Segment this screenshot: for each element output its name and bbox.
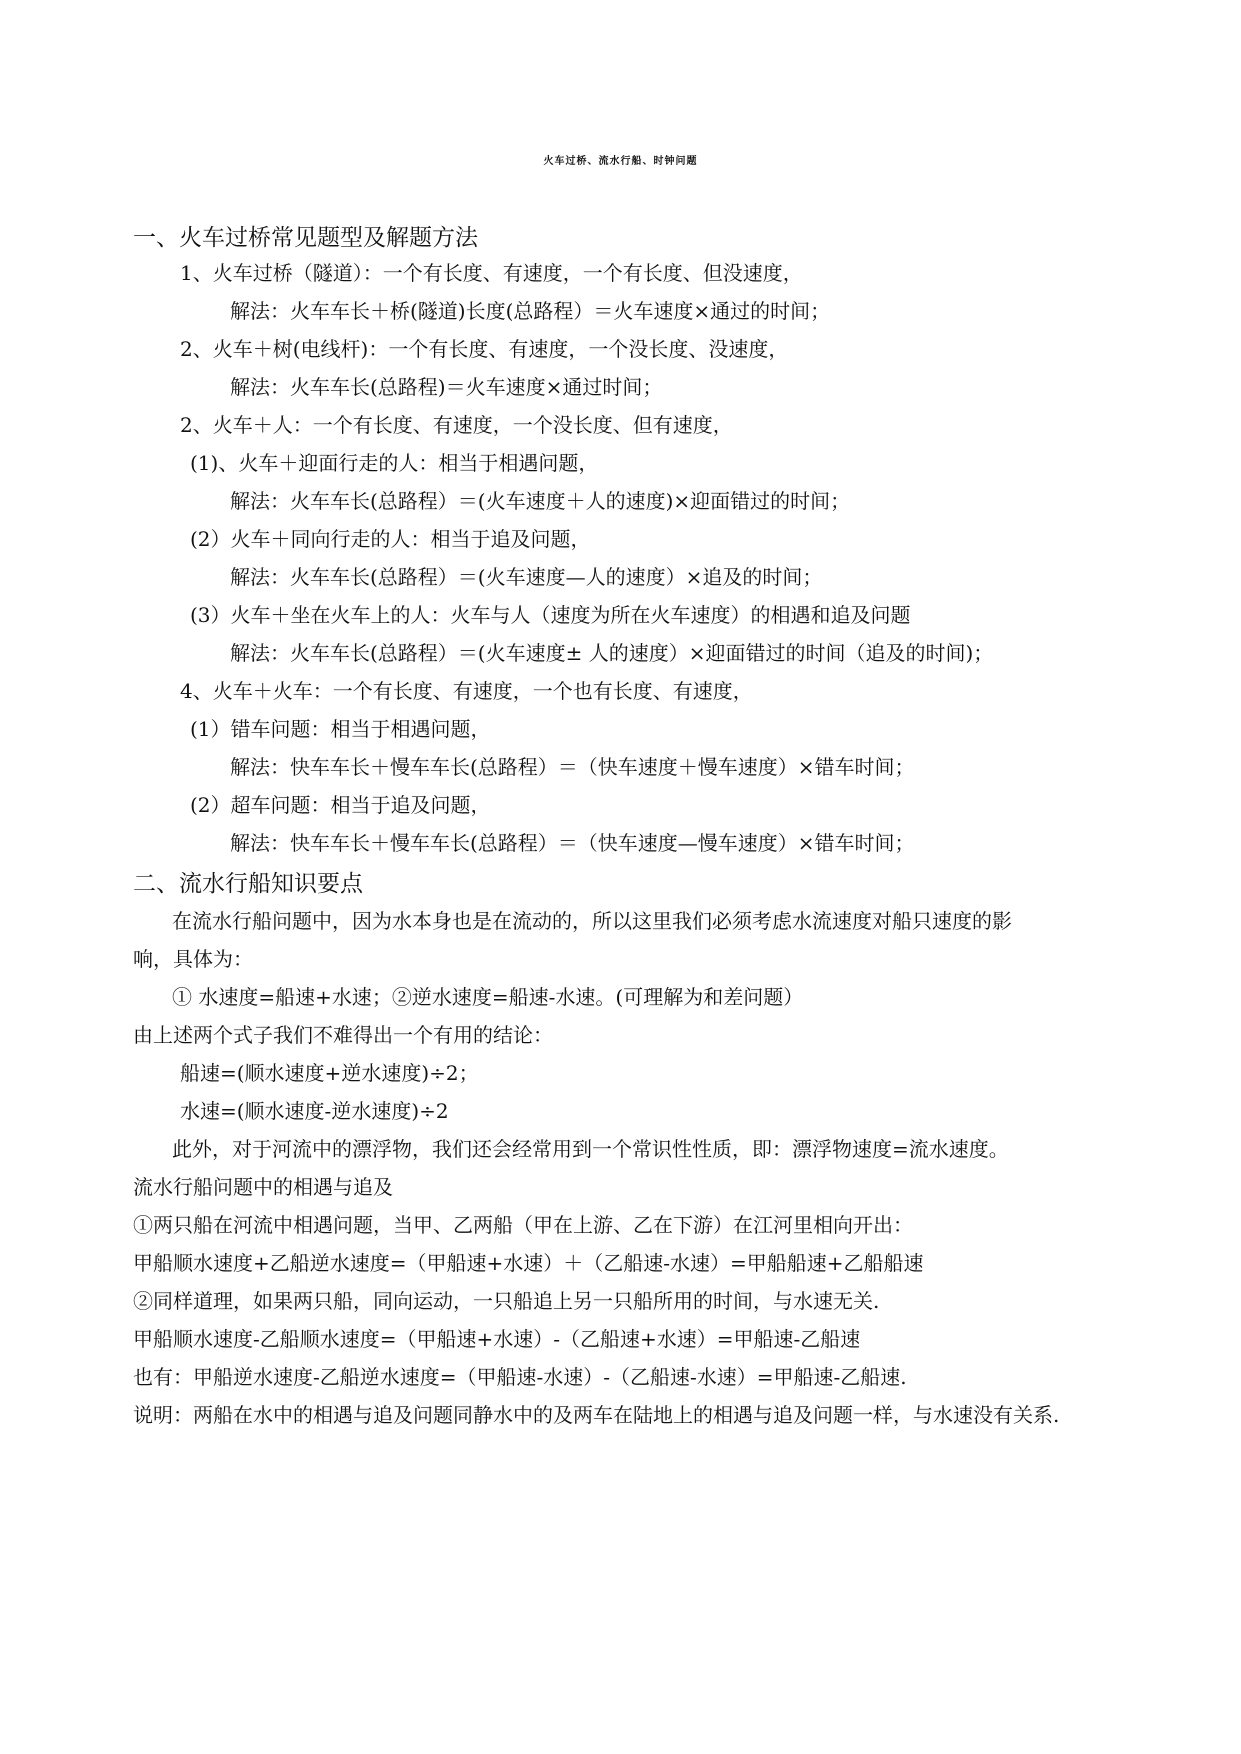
text-line: ①两只船在河流中相遇问题，当甲、乙两船（甲在上游、乙在下游）在江河里相向开出：	[133, 1213, 913, 1237]
text-line: 说明：两船在水中的相遇与追及问题同静水中的及两车在陆地上的相遇与追及问题一样，与水速没有关系.	[133, 1403, 1060, 1427]
text-line: 解法：快车车长＋慢车车长(总路程）＝（快车速度＋慢车速度）×错车时间；	[230, 755, 915, 779]
text-line: 2、火车＋人：一个有长度、有速度，一个没长度、但有速度，	[180, 413, 733, 437]
text-line: 流水行船问题中的相遇与追及	[133, 1175, 393, 1199]
text-line: (1)、火车＋迎面行走的人：相当于相遇问题，	[190, 451, 599, 475]
text-line: 水速=(顺水速度-逆水速度)÷2	[180, 1099, 449, 1123]
section-heading-boat-stream: 二、流水行船知识要点	[133, 871, 363, 897]
text-line: 响，具体为：	[133, 947, 253, 971]
text-line: 解法：火车车长(总路程）＝(火车速度± 人的速度）×迎面错过的时间（追及的时间)；	[230, 641, 994, 665]
text-line: (1）错车问题：相当于相遇问题，	[190, 717, 491, 741]
text-line: 解法：火车车长(总路程)＝火车速度×通过时间；	[230, 375, 663, 399]
text-line: 解法：火车车长(总路程）＝(火车速度＋人的速度)×迎面错过的时间；	[230, 489, 851, 513]
text-line: 解法：快车车长＋慢车车长(总路程）＝（快车速度—慢车速度）×错车时间；	[230, 831, 915, 855]
section-heading-train-bridge: 一、火车过桥常见题型及解题方法	[133, 225, 478, 251]
text-line: 也有：甲船逆水速度-乙船逆水速度=（甲船速-水速）-（乙船速-水速）=甲船速-乙船速.	[133, 1365, 907, 1389]
text-line: ②同样道理，如果两只船，同向运动，一只船追上另一只船所用的时间，与水速无关.	[133, 1289, 880, 1313]
text-line: 2、火车＋树(电线杆)：一个有长度、有速度，一个没长度、没速度，	[180, 337, 789, 361]
text-line: (2）超车问题：相当于追及问题，	[190, 793, 491, 817]
text-line: 由上述两个式子我们不难得出一个有用的结论：	[133, 1023, 553, 1047]
text-line: 此外，对于河流中的漂浮物，我们还会经常用到一个常识性性质，即：漂浮物速度=流水速度。	[172, 1137, 1009, 1161]
text-line: 解法：火车车长＋桥(隧道)长度(总路程）＝火车速度×通过的时间；	[230, 299, 831, 323]
text-line: (3）火车＋坐在火车上的人：火车与人（速度为所在火车速度）的相遇和追及问题	[190, 603, 911, 627]
text-line: 甲船顺水速度-乙船顺水速度=（甲船速+水速）-（乙船速+水速）=甲船速-乙船速	[133, 1327, 861, 1351]
page-title: 火车过桥、流水行船、时钟问题	[543, 156, 698, 167]
text-line: ① 水速度=船速+水速；②逆水速度=船速-水速。(可理解为和差问题）	[172, 985, 804, 1009]
text-line: 4、火车＋火车：一个有长度、有速度，一个也有长度、有速度，	[180, 679, 753, 703]
text-line: (2）火车＋同向行走的人：相当于追及问题，	[190, 527, 591, 551]
text-line: 解法：火车车长(总路程）＝(火车速度—人的速度）×追及的时间；	[230, 565, 823, 589]
text-line: 甲船顺水速度+乙船逆水速度=（甲船速+水速）＋（乙船速-水速）=甲船船速+乙船船速	[133, 1251, 924, 1275]
text-line: 1、火车过桥（隧道）：一个有长度、有速度，一个有长度、但没速度，	[180, 261, 803, 285]
text-line: 船速=(顺水速度+逆水速度)÷2；	[180, 1061, 479, 1085]
text-line: 在流水行船问题中，因为水本身也是在流动的，所以这里我们必须考虑水流速度对船只速度的影	[172, 909, 1012, 933]
